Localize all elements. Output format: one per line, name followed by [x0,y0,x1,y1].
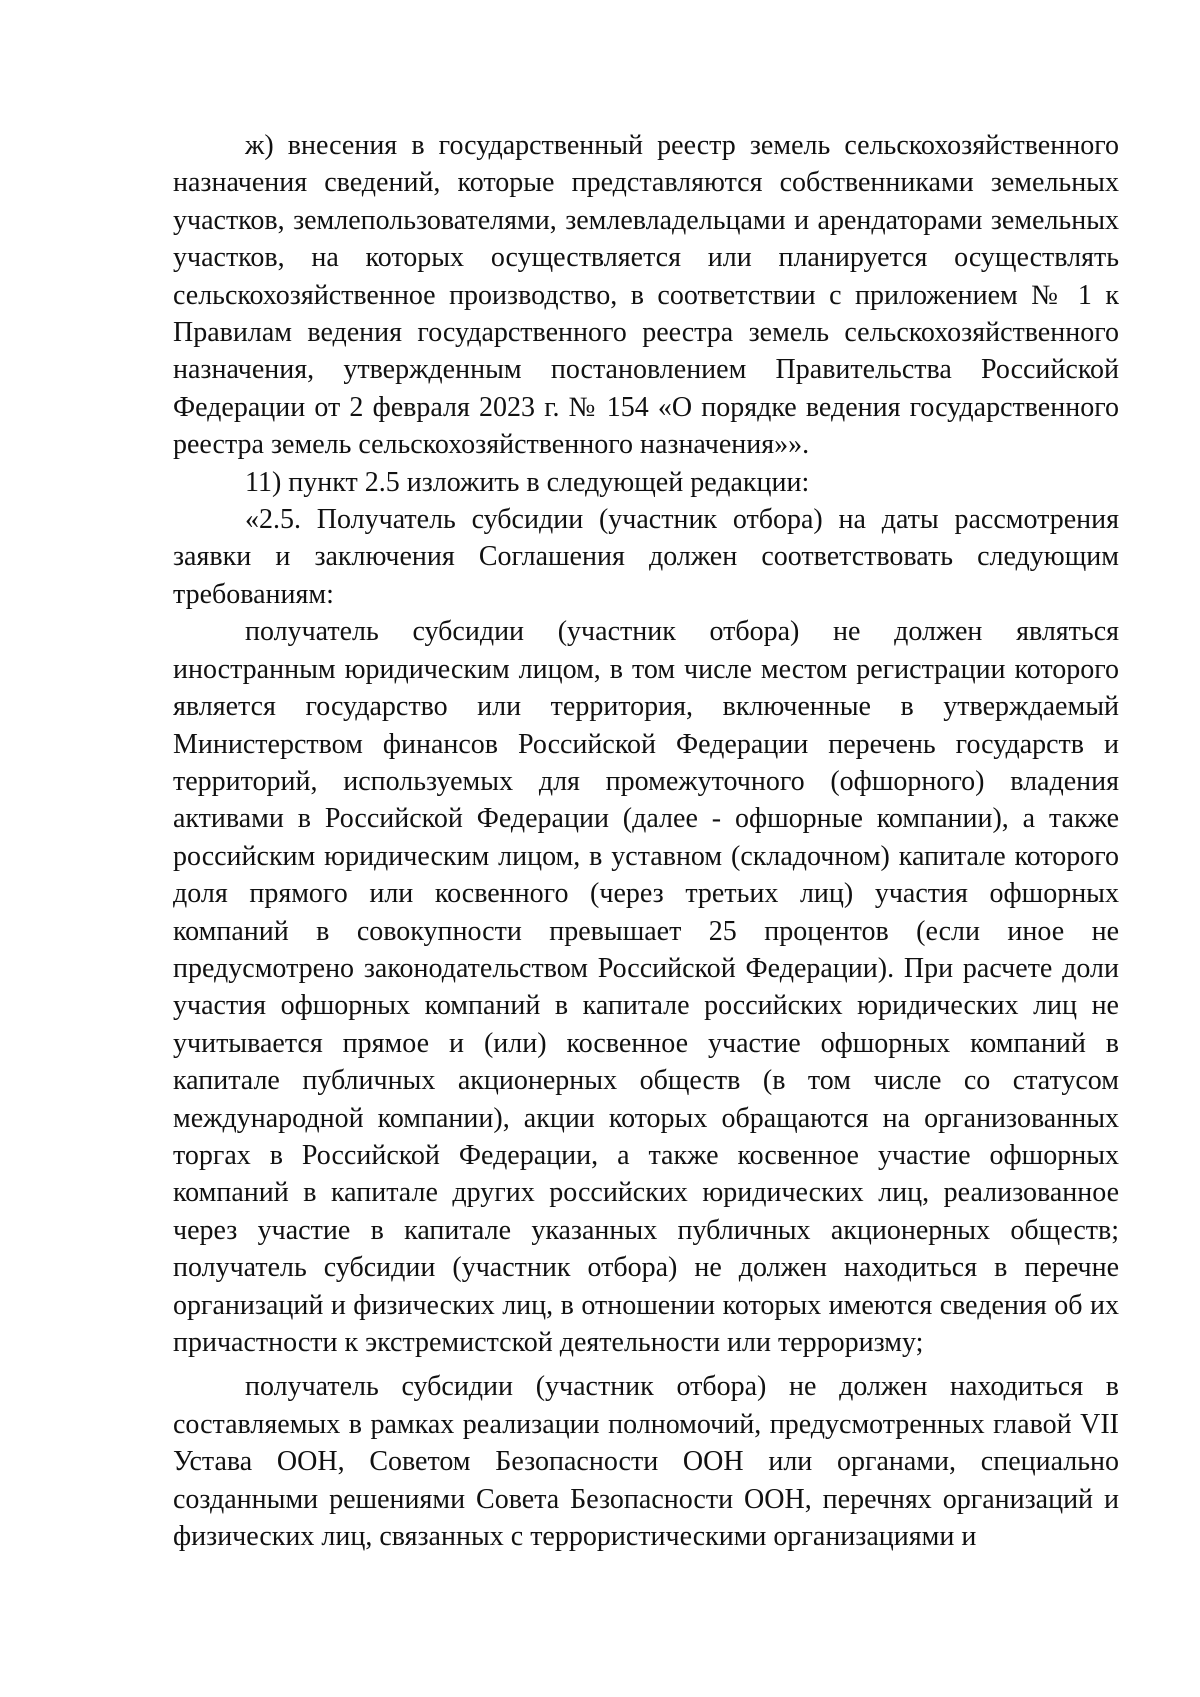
paragraph-un-list-requirement: получатель субсидии (участник отбора) не должен находиться в составляемых в рамках реализации полномочий, предусмотренных главой VII Устава ООН, Советом Безопасности ООН или органами, специально созданными решениями Совета Безопасности ООН, перечнях организаций и физических лиц, связанных с террористическими организациями и [173,1371,1119,1553]
paragraph-offshore-requirement: получатель субсидии (участник отбора) не должен являться иностранным юридическим лицом, в том числе местом регистрации которого является государство или территория, включенные в утверждаемый Министерством финансов Российской Федерации перечень государств и территорий, используемых для промежуточного (офшорного) владения активами в Российской Федерации (далее - офшорные компании), а также российским юридическим лицом, в уставном (складочном) капитале которого доля прямого или косвенного (через третьих лиц) участия офшорных компаний в совокупности превышает 25 процентов (если иное не предусмотрено законодательством Российской Федерации). При расчете доли участия офшорных компаний в капитале российских юридических лиц не учитывается прямое и (или) косвенное участие офшорных компаний в капитале публичных акционерных обществ (в том числе со статусом международной компании), акции которых обращаются на организованных торгах в Российской Федерации, а также косвенное участие офшорных компаний в капитале других российских юридических лиц, реализованное через участие в капитале указанных публичных акционерных обществ; получатель субсидии (участник отбора) не должен находиться в перечне организаций и физических лиц, в отношении которых имеются сведения об их причастности к экстремистской деятельности или терроризму; [173,616,1119,1358]
document-page [173,127,1119,1555]
paragraph-item-11: 11) пункт 2.5 изложить в следующей редакции: [245,466,810,498]
paragraph-zh-item: ж) внесения в государственный реестр земель сельскохозяйственного назначения сведений, которые представляются собственниками земельных участков, землепользователями, землевладельцами и арендаторами земельных участков, на которых осуществляется или планируется осуществлять сельскохозяйственное производство, в соответствии с приложением № 1 к Правилам ведения государственного реестра земель сельскохозяйственного назначения, утвержденным постановлением Правительства Российской Федерации от 2 февраля 2023 г. № 154 «О порядке ведения государственного реестра земель сельскохозяйственного назначения»». [173,130,1119,461]
paragraph-clause-2-5: «2.5. Получатель субсидии (участник отбора) на даты рассмотрения заявки и заключения Соглашения должен соответствовать следующим требованиям: [173,504,1119,610]
